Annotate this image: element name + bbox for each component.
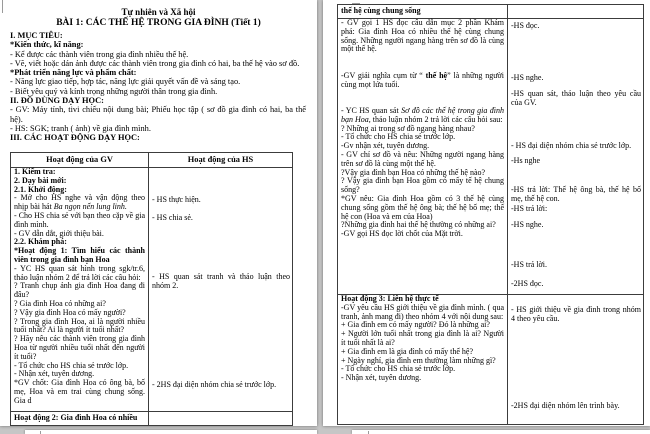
text-line: - Tổ chức cho HS chia sẻ trước lớp. bbox=[341, 364, 456, 374]
header-hs-cell[interactable]: Hoạt động của HS bbox=[187, 155, 254, 164]
table-body-row bbox=[11, 168, 292, 411]
text-line: - Cho HS chia sẻ với bạn theo cặp về gia đình mình. bbox=[14, 210, 145, 229]
text-line: -GV giải nghĩa cụm từ “ thế hệ” là những người cùng mọt lứa tuổi. bbox=[341, 70, 505, 89]
text-line: *Phát triển năng lực và phẩm chất: bbox=[10, 68, 137, 78]
text-boundary-mark bbox=[2, 0, 3, 13]
text-line: -GV gọi HS đọc lời chốt của Mặt trời. bbox=[341, 229, 463, 239]
text-line: *GV nêu: Gia đình Hoa gồm có 3 thế hệ cùng chung sống gồm thế hệ ông bà; thế hệ bố mẹ; thế hệ con (Hoa và em của Hoa) bbox=[341, 193, 504, 221]
activity3-row bbox=[338, 294, 643, 424]
hs-response-note: -2HS đọc. bbox=[511, 279, 544, 288]
text-line: *Hoạt động 1: Tìm hiểu các thành viên trong gia đình bạn Hoa bbox=[14, 246, 145, 264]
gv-activities-cell[interactable] bbox=[338, 19, 508, 294]
document-page-left[interactable] bbox=[0, 0, 317, 426]
text-line: - Mở cho HS nghe và vận động theo nhịp bài hát Ba ngọn nến lung linh. bbox=[14, 193, 145, 212]
gv-activity3-cell[interactable] bbox=[338, 295, 508, 424]
table-body-row bbox=[338, 19, 643, 294]
activities-table-page1 bbox=[10, 152, 293, 426]
text-line: ? Những ai trong sơ đồ ngang hàng nhau? bbox=[341, 123, 475, 133]
text-line: ? Vậy gia đình Hoa có mấy người? bbox=[14, 307, 126, 317]
text-line: *GV chốt: Gia đình Hoa có ông bà, bố mẹ, Hoa và em trai cùng chung sống. Gia d bbox=[14, 378, 145, 405]
text-line: ? Tranh chụp ảnh gia đình Hoa đang đi đâu? bbox=[14, 281, 145, 300]
gv-activity2-cont-cell[interactable]: thế hệ cùng chung sống bbox=[338, 5, 508, 18]
hs-activity3-cell[interactable] bbox=[508, 295, 643, 424]
hs-response-note: -HS trả lời: bbox=[511, 204, 548, 213]
text-line: - Nhận xét, tuyên dương. bbox=[341, 373, 422, 383]
hs-response-note: -HS nghe. bbox=[511, 73, 544, 82]
text-line: III. CÁC HOẠT ĐỘNG DẠY HỌC: bbox=[10, 133, 140, 143]
text-line: + Gia đình em là gia đình có mấy thế hệ? bbox=[341, 346, 474, 356]
text-line bbox=[341, 89, 504, 98]
hs-response-note: -HS đọc. bbox=[511, 21, 540, 30]
text-line: - GV dẫn dắt, giới thiệu bài. bbox=[14, 228, 104, 238]
hs-response-note: - HS đại diện nhóm chia sẻ trước lớp. bbox=[511, 141, 632, 150]
text-line: - Tổ chức cho HS chia sẻ trước lớp. bbox=[341, 132, 456, 142]
text-line: - GV: Máy tính, tivi chiếu nội dung bài; Phiếu học tập ( sơ đồ gia đình có hai, ba thế hệ). bbox=[10, 105, 306, 124]
hs-activities-cell[interactable] bbox=[149, 168, 292, 411]
hs-empty-cell[interactable] bbox=[508, 5, 643, 18]
text-line: - GV chỉ sơ đồ và nêu: Những người ngang hàng trên sơ đồ là cùng một thế hệ. bbox=[341, 149, 504, 168]
text-line: - Vẽ, viết hoặc dán ảnh được các thành viên trong gia đình có hai, ba thế hệ vào sơ đồ. bbox=[10, 58, 300, 68]
text-line: - Biết yêu quý và kính trọng những người thân trong gia đình. bbox=[10, 86, 218, 96]
hs-response-note: -HS trả lời: Thế hệ ông bà, thế hệ bố mẹ, thế hệ con. bbox=[511, 185, 641, 203]
text-line: + Người lớn tuổi nhất trong gia đình là ai? Người ít tuổi nhất là ai? bbox=[341, 329, 504, 347]
text-line: - Năng lực giao tiếp, hợp tác, năng lực giải quyết vấn đề và sáng tạo. bbox=[10, 77, 241, 87]
text-line: 2. Dạy bài mới: bbox=[14, 175, 67, 185]
text-line: + Gia đình em có mấy người? Đó là những ai? bbox=[341, 320, 490, 330]
doc-lesson-title: BÀI 1: CÁC THẾ HỆ TRONG GIA ĐÌNH (Tiết 1) bbox=[56, 18, 261, 28]
text-line: ? Hãy nêu các thành viên trong gia đình Hoa từ người nhiều tuổi nhất đến người ít tuổi? bbox=[14, 334, 145, 361]
text-line: - GV gọi 1 HS đọc câu dẫn mục 2 phần Khám phá: Gia đình Hoa có nhiều thế hệ cùng chung sống. Những người ngang hàng trên sơ đồ là cùng một thế hệ. bbox=[341, 18, 504, 54]
table-header-row bbox=[11, 153, 292, 168]
hs-response-note: - 2HS đại diện nhóm chia sẻ trước lớp. bbox=[152, 380, 277, 389]
text-line: Hoạt động 3: Liên hệ thực tế bbox=[341, 294, 439, 303]
next-page-top-left bbox=[25, 430, 317, 434]
text-line: II. ĐỒ DÙNG DẠY HỌC: bbox=[10, 96, 104, 106]
text-line: - Tổ chức cho HS chia sẻ trước lớp. bbox=[14, 360, 129, 370]
text-line: 2.2. Khám phá: bbox=[14, 237, 67, 247]
text-line: + Ngày nghỉ, gia đình em thường làm những gì? bbox=[341, 355, 496, 365]
text-line: - Kể được các thành viên trong gia đình nhiều thế hệ. bbox=[10, 49, 189, 59]
hs-response-note: -2HS đại diện nhóm lên trình bày. bbox=[511, 401, 620, 410]
document-page-right[interactable] bbox=[323, 0, 650, 426]
activity2-continuation-row bbox=[338, 5, 643, 19]
text-line bbox=[341, 54, 504, 63]
text-line: ? Gia đình Hoa có những ai? bbox=[14, 298, 106, 308]
hs-response-note: -HS nghe. bbox=[511, 220, 544, 229]
text-line: - Nhận xét, tuyên dương. bbox=[14, 369, 95, 379]
hs-response-note: - HS chia sẻ. bbox=[152, 213, 193, 222]
text-line: -Gv nhận xét, tuyên dương. bbox=[341, 141, 430, 151]
text-line: I. MỤC TIÊU: bbox=[10, 31, 63, 40]
text-line: 1. Kiểm tra: bbox=[14, 167, 56, 176]
doc-subject-title: Tự nhiên và Xã hội bbox=[121, 7, 196, 17]
text-line: ?Vậy gia đình bạn Hoa có những thế hệ nào? bbox=[341, 167, 486, 177]
text-line: ?Những gia đình hai thế hệ thường có những ai? bbox=[341, 220, 496, 230]
table-footer-row bbox=[11, 411, 292, 425]
hs-response-note: - HS giới thiệu về gia đình trong nhóm 4 theo yêu cầu. bbox=[511, 305, 641, 323]
text-line: ? Vậy gia đình bạn Hoa gồm có mấy tế hệ chung sống? bbox=[341, 176, 504, 195]
text-line: ? Trong gia đình Hoa, ai là người nhiều tuổi nhất? Ai là người ít tuổi nhất? bbox=[14, 316, 145, 335]
intro-section[interactable] bbox=[10, 31, 306, 143]
hs-response-note: -HS trả lời. bbox=[511, 260, 548, 269]
header-gv-cell[interactable]: Hoạt động của GV bbox=[11, 153, 149, 167]
hs-response-note: - HS quan sát tranh và thảo luận theo nhóm 2. bbox=[152, 272, 290, 290]
text-line: 2.1. Khởi động: bbox=[14, 184, 67, 194]
text-line: -GV yêu cầu HS giới thiệu về gia đình mình. ( qua tranh, ảnh mang đi) theo nhóm 4 với nội dung sau: bbox=[341, 302, 504, 321]
activities-table-page2 bbox=[337, 4, 644, 425]
gv-activities-cell[interactable] bbox=[11, 168, 149, 411]
text-line: *Kiến thức, kĩ năng: bbox=[10, 40, 84, 50]
hs-response-note: -HS quan sát, thảo luận theo yêu cầu của GV. bbox=[511, 89, 641, 107]
hs-response-note: - HS thực hiện. bbox=[152, 195, 201, 204]
gv-activity2-cell[interactable]: Hoạt động 2: Gia đình Hoa có nhiều bbox=[11, 412, 149, 425]
hs-activities-cell[interactable] bbox=[508, 19, 643, 294]
hs-response-note: -Hs nghe bbox=[511, 156, 541, 165]
next-page-top-right bbox=[352, 430, 650, 434]
text-line: - HS: SGK; tranh ( ảnh) về gia đình mình. bbox=[10, 123, 151, 133]
text-line: - YC HS quan sát hình trong sgk/tr.6, thảo luận nhóm 2 để trả lời các câu hỏi: bbox=[14, 263, 145, 282]
text-line: - YC HS quan sát Sơ đồ các thế hệ trong gia đình bạn Hoa, thảo luận nhóm 2 trả lời các câu hỏi sau: bbox=[341, 105, 504, 124]
hs-empty-cell[interactable] bbox=[149, 412, 292, 425]
